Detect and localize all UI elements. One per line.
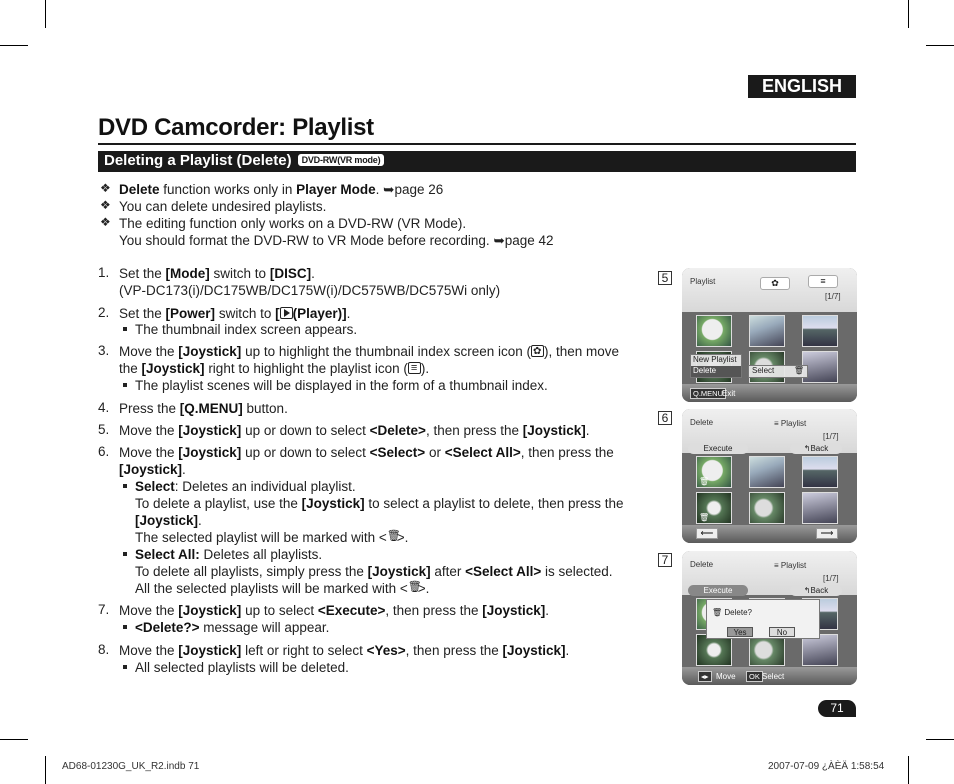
back-button[interactable] — [790, 443, 842, 454]
menu-item-delete[interactable]: Delete — [691, 366, 741, 377]
camcorder-screen-5 — [682, 268, 857, 402]
thumbnail — [802, 492, 838, 524]
trash-icon — [387, 531, 397, 543]
menu-item-new-playlist[interactable]: New Playlist — [693, 355, 737, 364]
playlist-tab — [774, 419, 806, 428]
sub-item: <Delete?> message will appear. — [135, 620, 330, 635]
yes-button[interactable]: Yes — [727, 627, 753, 637]
playlist-icon — [408, 362, 421, 374]
playlist-tab — [774, 561, 806, 570]
diamond-bullet-icon: ❖ — [100, 181, 111, 195]
screen-step-number: 5 — [658, 271, 672, 285]
exit-label: Exit — [722, 389, 736, 398]
quick-menu — [690, 354, 742, 378]
step-text: the [Joystick] right to highlight the playlist icon (≡ ). — [119, 360, 429, 377]
note-item: You can delete undesired playlists. — [119, 199, 327, 214]
thumbnail — [696, 456, 732, 488]
title-rule — [98, 143, 856, 145]
camcorder-screen-6 — [682, 409, 857, 543]
screen-counter: [1/7] — [823, 432, 839, 441]
step-text: Move the [Joystick] up to highlight the thumbnail index screen icon (✿ ), then move — [119, 343, 619, 360]
screen-title: Delete — [690, 560, 714, 569]
screen-footer — [682, 525, 857, 543]
playlist-tab-label: Playlist — [780, 561, 807, 570]
camcorder-screen-7 — [682, 551, 857, 685]
playlist-icon: ≡ — [774, 561, 779, 570]
crop-mark — [45, 0, 46, 28]
player-icon — [280, 307, 293, 319]
trash-icon: 🗑 — [793, 366, 804, 375]
back-label: Back — [810, 444, 829, 453]
square-bullet-icon — [123, 383, 127, 387]
square-bullet-icon — [123, 552, 127, 556]
sub-item: All the selected playlists will be marked with <🗑 >. — [135, 580, 429, 597]
thumbnail — [696, 315, 732, 347]
note-item-continued: You should format the DVD-RW to VR Mode before recording. ➥page 42 — [119, 233, 554, 248]
page-title: DVD Camcorder: Playlist — [98, 114, 374, 141]
thumbnail — [802, 315, 838, 347]
dialog-message — [712, 608, 752, 617]
thumbnail-tab-icon: ✿ — [760, 277, 790, 290]
thumbnail — [696, 492, 732, 524]
joystick-icon: ◂▸ — [698, 671, 712, 682]
thumbnail — [749, 492, 785, 524]
square-bullet-icon — [123, 665, 127, 669]
qmenu-key: Q.MENU — [690, 388, 726, 399]
footer-file-info: AD68-01230G_UK_R2.indb 71 — [62, 761, 200, 772]
step-number: 7. — [98, 602, 110, 617]
return-icon: ↰ — [803, 586, 811, 595]
screen-step-number: 7 — [658, 553, 672, 567]
sub-item: The thumbnail index screen appears. — [135, 322, 358, 337]
sub-item: To delete a playlist, use the [Joystick] to select a playlist to delete, then press the — [135, 496, 624, 511]
execute-button[interactable]: Execute — [688, 443, 748, 454]
sub-item: [Joystick]. — [135, 513, 202, 528]
language-badge: ENGLISH — [748, 75, 856, 98]
trash-icon — [408, 582, 418, 594]
step-text: Set the [Mode] switch to [DISC]. — [119, 266, 315, 281]
step-number: 6. — [98, 444, 110, 459]
select-label: Select — [762, 672, 785, 681]
return-icon: ↰ — [803, 444, 811, 453]
thumbnail — [749, 456, 785, 488]
trash-icon: 🗑 — [699, 477, 710, 486]
step-number: 5. — [98, 422, 110, 437]
arrow-left-icon[interactable]: ⟵ — [696, 528, 718, 539]
thumbnail — [802, 456, 838, 488]
trash-icon: 🗑 — [699, 513, 710, 522]
back-button[interactable] — [790, 585, 842, 596]
playlist-tab-icon: ≡ — [808, 275, 838, 288]
thumbnail — [749, 315, 785, 347]
crop-mark — [908, 756, 909, 784]
sub-item: To delete all playlists, simply press the [Joystick] after <Select All> is selected. — [135, 564, 613, 579]
crop-mark — [0, 739, 28, 740]
step-text: Move the [Joystick] up or down to select <Delete>, then press the [Joystick]. — [119, 423, 590, 438]
ok-key: OK — [746, 671, 763, 682]
step-number: 3. — [98, 343, 110, 358]
no-button[interactable]: No — [769, 627, 795, 637]
step-number: 1. — [98, 265, 110, 280]
screen-counter: [1/7] — [823, 574, 839, 583]
sub-item: The selected playlist will be marked with <🗑 >. — [135, 529, 408, 546]
section-title-text: Deleting a Playlist (Delete) — [104, 152, 292, 169]
crop-mark — [908, 0, 909, 28]
execute-button[interactable]: Execute — [688, 585, 748, 596]
step-text: Press the [Q.MENU] button. — [119, 401, 288, 416]
step-text: Move the [Joystick] up to select <Execute>, then press the [Joystick]. — [119, 603, 550, 618]
submenu — [748, 365, 808, 378]
crop-mark — [0, 45, 28, 46]
square-bullet-icon — [123, 327, 127, 331]
screen-title: Playlist — [690, 277, 716, 286]
section-header — [98, 151, 856, 172]
square-bullet-icon — [123, 484, 127, 488]
step-text: Set the [Power] switch to [ (Player)]. — [119, 306, 351, 321]
step-text: Move the [Joystick] left or right to select <Yes>, then press the [Joystick]. — [119, 643, 570, 658]
sub-item: Select: Deletes an individual playlist. — [135, 479, 356, 494]
step-number: 4. — [98, 400, 110, 415]
playlist-icon: ≡ — [774, 419, 779, 428]
dialog-text: Delete? — [724, 608, 752, 617]
menu-item-select[interactable]: Select — [752, 366, 775, 375]
note-item: The editing function only works on a DVD-RW (VR Mode). — [119, 216, 467, 231]
crop-mark — [926, 739, 954, 740]
step-number: 2. — [98, 305, 110, 320]
note-item: Delete function works only in Player Mode. ➥page 26 — [119, 182, 444, 197]
screen-counter: [1/7] — [825, 292, 841, 301]
trash-icon: 🗑 — [712, 608, 723, 617]
footer-timestamp: 2007-07-09 ¿ÀÈÄ 1:58:54 — [768, 761, 885, 772]
back-label: Back — [810, 586, 829, 595]
thumbnail-index-icon — [531, 345, 544, 357]
crop-mark — [45, 756, 46, 784]
sub-item: All selected playlists will be deleted. — [135, 660, 349, 675]
screen-footer — [682, 667, 857, 685]
step-text: (VP-DC173(i)/DC175WB/DC175W(i)/DC575WB/DC575Wi only) — [119, 283, 501, 298]
screen-footer — [682, 384, 857, 402]
step-number: 8. — [98, 642, 110, 657]
crop-mark — [926, 45, 954, 46]
move-label: Move — [716, 672, 736, 681]
screen-title: Delete — [690, 418, 714, 427]
step-text: Move the [Joystick] up or down to select <Select> or <Select All>, then press the — [119, 445, 614, 460]
section-title — [104, 152, 384, 169]
disc-type-badge: DVD-RW(VR mode) — [298, 154, 385, 166]
screen-step-number: 6 — [658, 411, 672, 425]
sub-item: Select All: Deletes all playlists. — [135, 547, 323, 562]
playlist-tab-label: Playlist — [780, 419, 807, 428]
page-number: 71 — [818, 700, 856, 717]
diamond-bullet-icon: ❖ — [100, 198, 111, 212]
square-bullet-icon — [123, 625, 127, 629]
arrow-right-icon[interactable]: ⟶ — [816, 528, 838, 539]
diamond-bullet-icon: ❖ — [100, 215, 111, 229]
step-text: [Joystick]. — [119, 462, 186, 477]
sub-item: The playlist scenes will be displayed in the form of a thumbnail index. — [135, 378, 548, 393]
delete-dialog — [706, 599, 820, 639]
